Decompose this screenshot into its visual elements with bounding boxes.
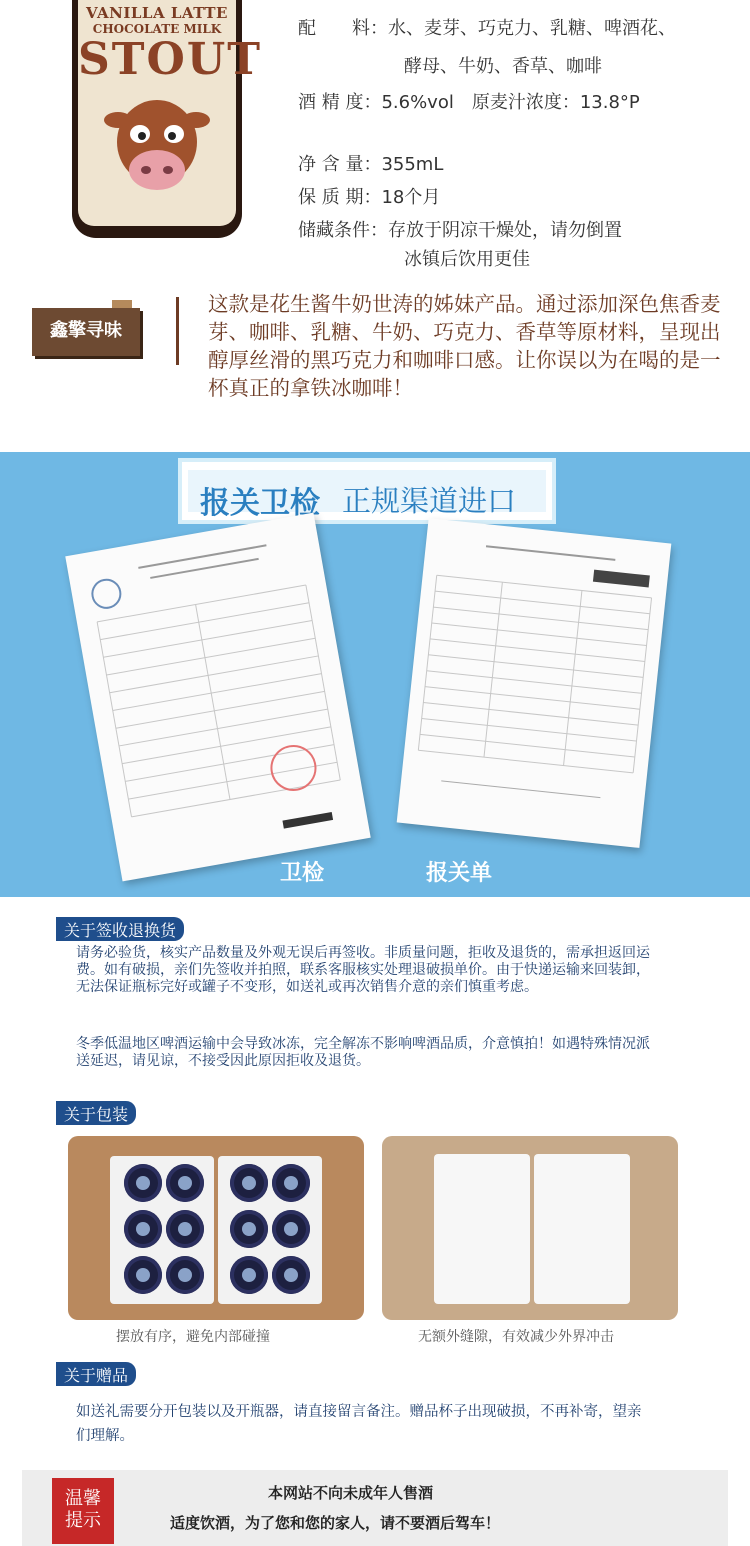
warning-footer [22, 1470, 728, 1546]
receipt-paragraph-2: 冬季低温地区啤酒运输中会导致冰冻，完全解冻不影响啤酒品质，介意慎拍！如遇特殊情况派送延迟，请见谅，不接受因此原因拒收及退货。 [76, 1036, 650, 1069]
warning-badge-line2: 提示 [65, 1510, 101, 1531]
spec-value: 存放于阴凉干燥处，请勿倒置 [388, 220, 622, 241]
banner-text: 正规渠道进口 [342, 484, 517, 518]
beer-bottle-image [72, 0, 262, 238]
divider [176, 297, 179, 365]
banner-bold-text: 报关卫检 [200, 486, 320, 521]
customs-banner [178, 458, 556, 524]
bottle-cap-icon [166, 1164, 204, 1202]
brand-tag [32, 300, 140, 356]
banner-inner [188, 470, 546, 521]
spec-value: 18个月 [381, 187, 441, 208]
bottle-label-stout: STOUT [78, 34, 262, 85]
bottle-label-line2: CHOCOLATE MILK [92, 22, 222, 36]
packaging-section-title: 关于包装 [56, 1101, 136, 1125]
bottle-cap-icon [124, 1210, 162, 1248]
spec-key: 配 料： [298, 18, 388, 39]
bottle-cap-icon [124, 1164, 162, 1202]
inspection-certificate-image [65, 513, 370, 882]
spec-key: 净 含 量： [298, 154, 382, 175]
bottle-cap-icon [166, 1256, 204, 1294]
spec-key: 酒 精 度： [298, 92, 382, 113]
bottle-cap-icon [272, 1210, 310, 1248]
customs-section [0, 452, 750, 897]
spec-row-ingredients-cont [404, 52, 602, 78]
warning-line-1: 本网站不向未成年人售酒 [268, 1484, 434, 1502]
receipt-paragraph-1: 请务必验货，核实产品数量及外观无误后再签收。非质量问题，拒收及退货的，需承担返回运费。如有破损，亲们先签收并拍照，联系客服核实处理退破损单价。由于快递运输来回装卸，无法保证瓶标完好或罐子不变形，如送礼或再次销售介意的亲们慎重考虑。 [76, 945, 650, 995]
bottle-label-line1: VANILLA LATTE [86, 4, 228, 22]
packaging-caption-1: 摆放有序，避免内部碰撞 [116, 1329, 270, 1345]
bottle-label [78, 0, 262, 226]
bottle-cap-icon [230, 1210, 268, 1248]
packaging-caption-2: 无额外缝隙，有效减少外界冲击 [418, 1329, 614, 1345]
spec-value: 5.6%vol 原麦汁浓度：13.8°P [381, 92, 640, 113]
bottle-cap-icon [166, 1210, 204, 1248]
packaging-bottles-photo [68, 1136, 364, 1320]
spec-row-shelf-life [298, 183, 440, 209]
spec-row-volume [298, 150, 443, 176]
warning-line-2: 适度饮酒，为了您和您的家人，请不要酒后驾车！ [170, 1514, 501, 1532]
spec-row-ingredients [298, 14, 676, 40]
cow-illustration-icon [104, 90, 210, 200]
bottle-cap-icon [230, 1164, 268, 1202]
customs-declaration-image [397, 518, 672, 848]
bottle-cap-icon [272, 1256, 310, 1294]
spec-row-storage-cont [404, 245, 530, 271]
bottle-cap-icon [230, 1256, 268, 1294]
spec-row-storage [298, 216, 622, 242]
receipt-section-title: 关于签收退换货 [56, 917, 184, 941]
packaging-foam-photo [382, 1136, 678, 1320]
spec-key: 保 质 期： [298, 187, 382, 208]
spec-value: 酵母、牛奶、香草、咖啡 [404, 56, 602, 77]
foam-cover [534, 1154, 630, 1304]
inspection-caption: 卫检 [280, 861, 325, 886]
foam-cover [434, 1154, 530, 1304]
product-description: 这款是花生酱牛奶世涛的姊妹产品。通过添加深色焦香麦芽、咖啡、乳糖、牛奶、巧克力、香草等原材料，呈现出醇厚丝滑的黑巧克力和咖啡口感。让你误以为在喝的是一杯真正的拿铁冰咖啡！ [208, 292, 721, 400]
declaration-caption: 报关单 [426, 861, 493, 886]
declaration-document-icon [397, 518, 672, 848]
product-info-section [0, 0, 750, 440]
spec-value: 355mL [381, 154, 444, 175]
gift-paragraph: 如送礼需要分开包装以及开瓶器，请直接留言备注。赠品杯子出现破损，不再补寄，望亲们理解。 [76, 1404, 642, 1444]
spec-row-abv [298, 88, 640, 114]
bottle-cap-icon [272, 1164, 310, 1202]
brand-tag-label: 鑫擎寻味 [50, 320, 122, 341]
warning-badge-line1: 温馨 [65, 1488, 101, 1509]
certificate-document-icon [65, 513, 370, 882]
bottle-cap-icon [124, 1256, 162, 1294]
spec-value: 冰镇后饮用更佳 [404, 249, 530, 270]
warning-badge [52, 1478, 114, 1544]
spec-key: 储藏条件： [298, 220, 388, 241]
spec-value: 水、麦芽、巧克力、乳糖、啤酒花、 [388, 18, 676, 39]
gift-section-title: 关于赠品 [56, 1362, 136, 1386]
